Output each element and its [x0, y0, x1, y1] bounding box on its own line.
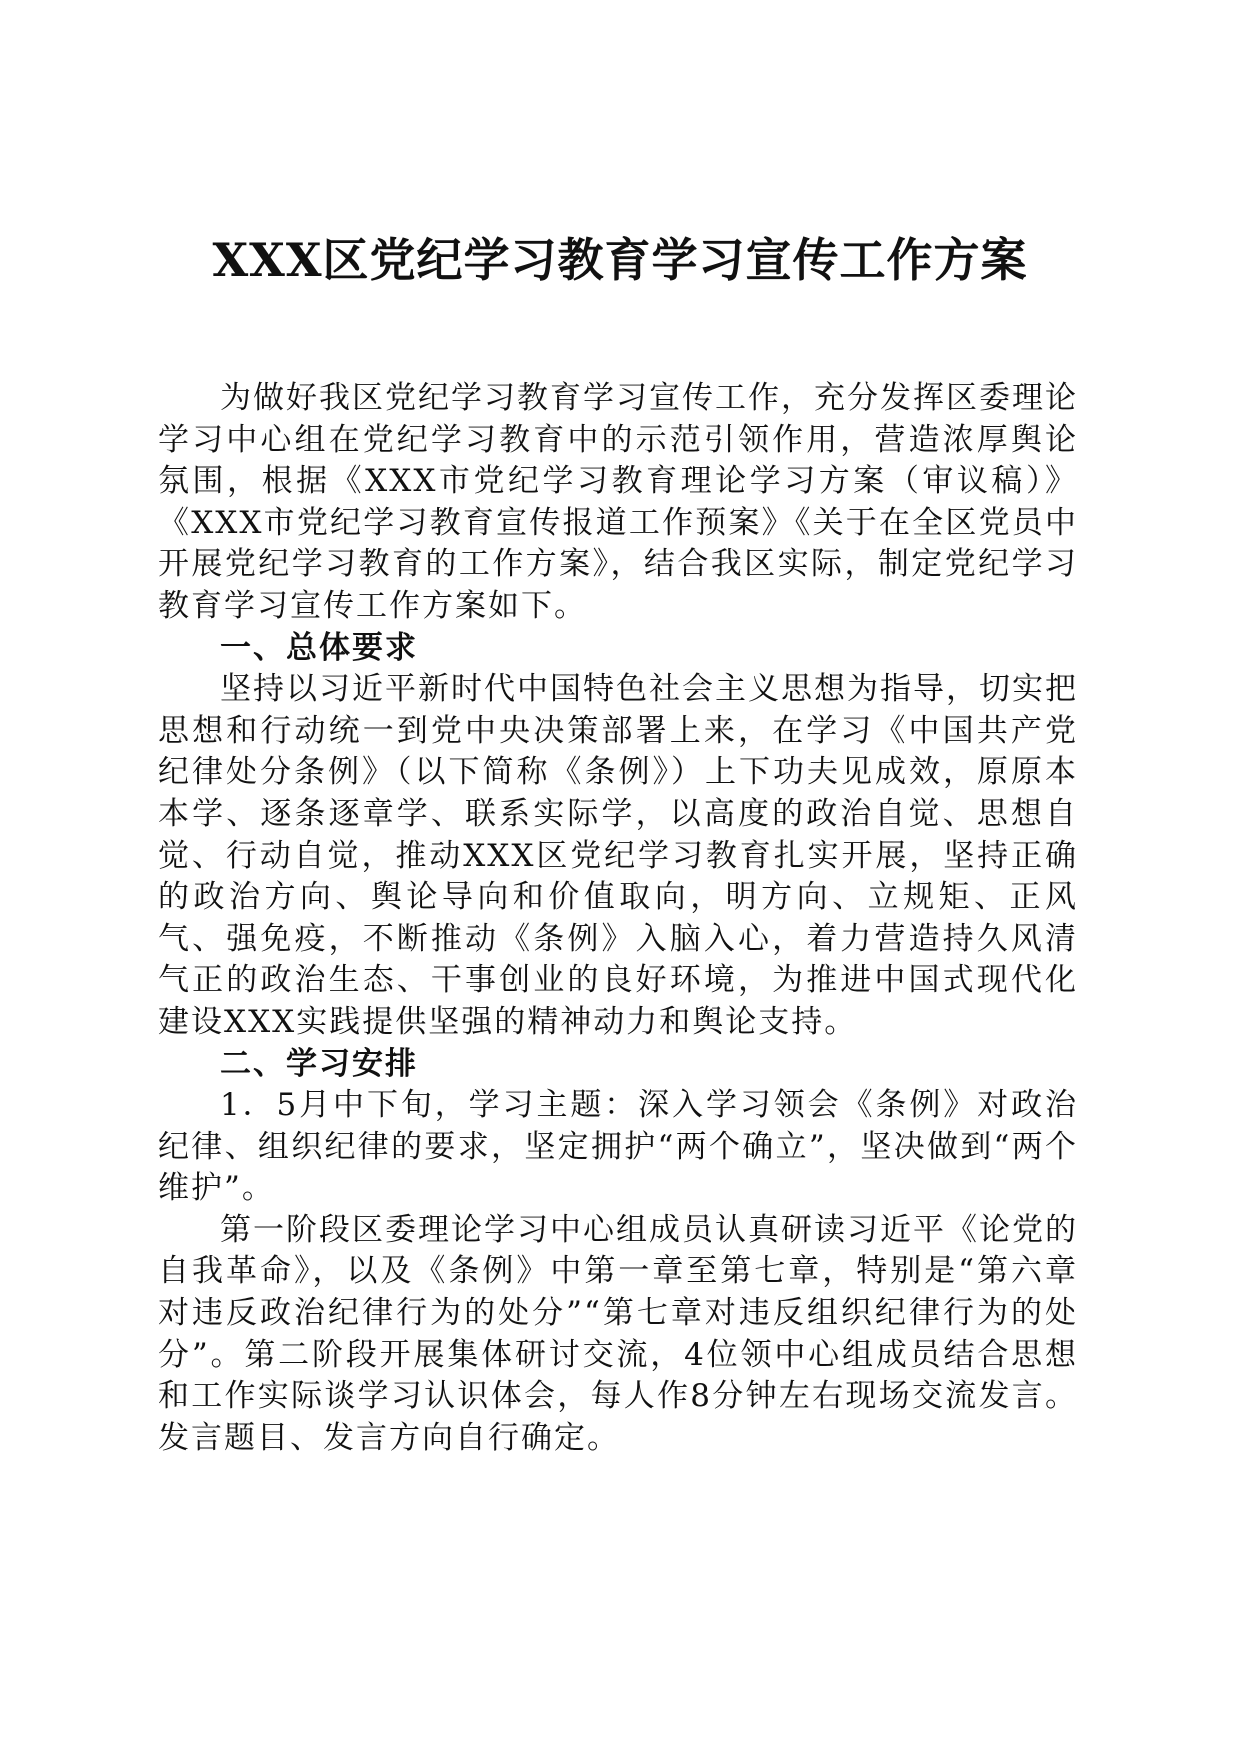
document-title: XXX区党纪学习教育学习宣传工作方案 [212, 233, 1028, 287]
general-requirements-paragraph: 坚持以习近平新时代中国特色社会主义思想为指导，切实把思想和行动统一到党中央决策部署上来，在学习《中国共产党纪律处分条例》（以下简称《条例》）上下功夫见成效，原原本本学、逐条逐章学、联系实际学，以高度的政治自觉、思想自觉、行动自觉，推动XXX区党纪学习教育扎实开展，坚持正确的政治方向、舆论导向和价值取向，明方向、立规矩、正风气、强免疫，不断推动《条例》入脑入心，着力营造持久风清气正的政治生态、干事创业的良好环境，为推进中国式现代化建设XXX实践提供坚强的精神动力和舆论支持。 [158, 671, 1078, 1040]
study-arrangement-item-1-detail: 第一阶段区委理论学习中心组成员认真研读习近平《论党的自我革命》，以及《条例》中第一章至第七章，特别是“第六章对违反政治纪律行为的处分”“第七章对违反组织纪律行为的处分”。第二阶段开展集体研讨交流，4位领中心组成员结合思想和工作实际谈学习认识体会，每人作8分钟左右现场交流发言。发言题目、发言方向自行确定。 [158, 1211, 1078, 1456]
document-body [158, 378, 1078, 1459]
intro-paragraph: 为做好我区党纪学习教育学习宣传工作，充分发挥区委理论学习中心组在党纪学习教育中的示范引领作用，营造浓厚舆论氛围，根据《XXX市党纪学习教育理论学习方案（审议稿）》《XXX市党纪学习教育宣传报道工作预案》《关于在全区党员中开展党纪学习教育的工作方案》，结合我区实际，制定党纪学习教育学习宣传工作方案如下。 [158, 380, 1078, 624]
study-arrangement-item-1: 1．5月中下旬，学习主题：深入学习领会《条例》对政治纪律、组织纪律的要求，坚定拥护“两个确立”，坚决做到“两个维护”。 [158, 1087, 1078, 1207]
section-heading-study-arrangement: 二、学习安排 [220, 1045, 418, 1082]
section-heading-general-requirements: 一、总体要求 [220, 629, 418, 666]
